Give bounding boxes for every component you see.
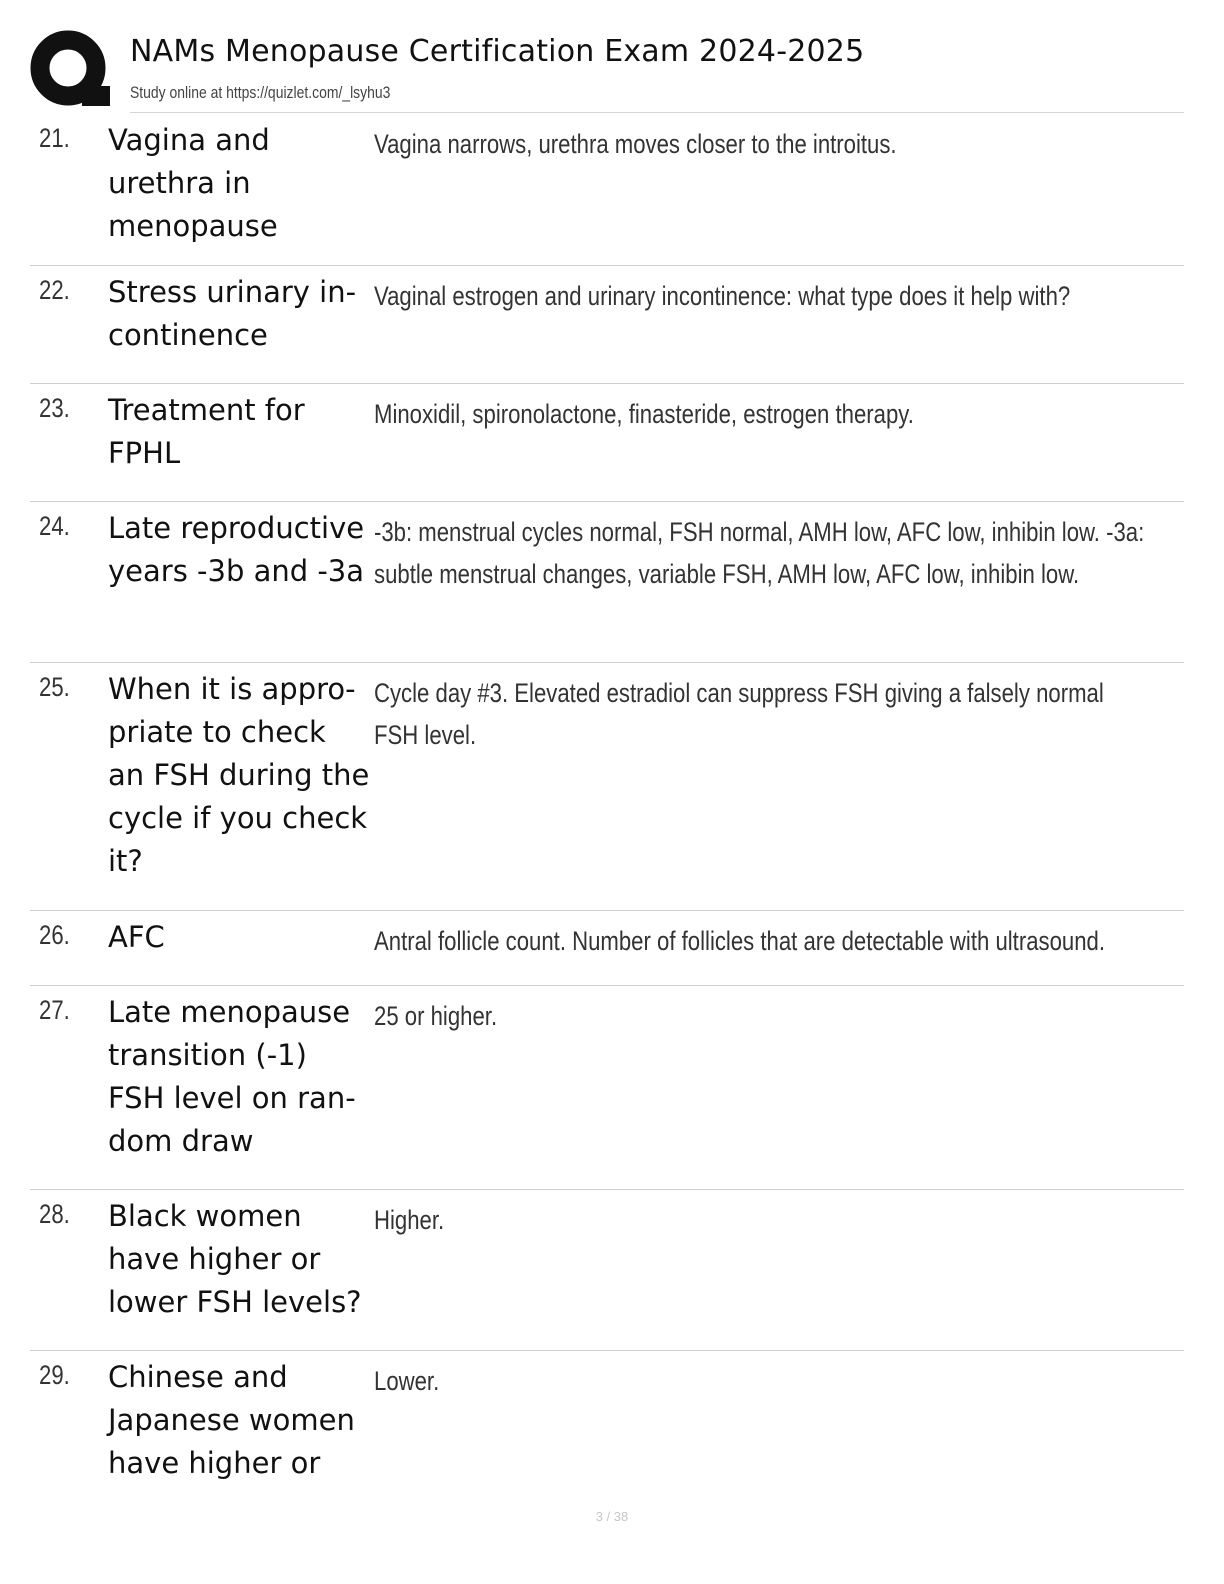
card-definition: Cycle day #3. Elevated estradiol can suppress FSH giving a falsely normal FSH level. [374,678,1104,750]
card-definition: Vagina narrows, urethra moves closer to the introitus. [374,129,897,159]
card-term: When it is appropriate to check an FSH during the cycle if you check it? [108,672,370,878]
flashcard-row [30,911,1184,986]
flashcard-row [30,502,1184,663]
header-divider [130,112,1184,113]
card-number: 24. [39,511,70,541]
card-number: 21. [39,123,70,153]
flashcard-row [30,986,1184,1190]
flashcard-list [30,114,1184,1491]
document-subtitle: Study online at https://quizlet.com/_lsyhu3 [130,83,391,102]
card-number: 22. [39,275,70,305]
document-title: NAMs Menopause Certification Exam 2024-2025 [130,34,865,69]
card-term: Late reproductive years -3b and -3a [108,511,365,588]
card-definition: 25 or higher. [374,1001,498,1031]
document-header [30,28,1184,114]
card-term: Chinese and Japanese women have higher or [108,1360,355,1480]
flashcard-row [30,1190,1184,1351]
flashcard-row [30,384,1184,502]
card-number: 28. [39,1199,70,1229]
card-definition: Higher. [374,1205,445,1235]
card-number: 23. [39,393,70,423]
card-term: Treatment for FPHL [108,393,305,470]
card-term: Stress urinary incontinence [108,275,357,352]
card-term: Black women have higher or lower FSH levels? [108,1199,362,1319]
card-term: Late menopause transition (-1) FSH level on random draw [108,995,356,1158]
page-number: 3 / 38 [595,1509,629,1524]
card-number: 26. [39,920,70,950]
card-definition: -3b: menstrual cycles normal, FSH normal, AMH low, AFC low, inhibin low. -3a: subtle menstrual changes, variable FSH, AMH low, AFC low, inhibin low. [374,517,1145,589]
card-term: Vagina and urethra in menopause [108,123,278,243]
card-definition: Antral follicle count. Number of follicles that are detectable with ultrasound. [374,926,1106,956]
quizlet-logo-icon [30,30,110,110]
card-definition: Lower. [374,1366,440,1396]
card-number: 29. [39,1360,70,1390]
flashcard-row [30,663,1184,911]
card-definition: Vaginal estrogen and urinary incontinence: what type does it help with? [374,281,1071,311]
card-term: AFC [108,920,165,954]
flashcard-row [30,114,1184,266]
card-number: 25. [39,672,70,702]
flashcard-row [30,266,1184,384]
card-number: 27. [39,995,70,1025]
flashcard-row [30,1351,1184,1491]
card-definition: Minoxidil, spironolactone, finasteride, estrogen therapy. [374,399,914,429]
